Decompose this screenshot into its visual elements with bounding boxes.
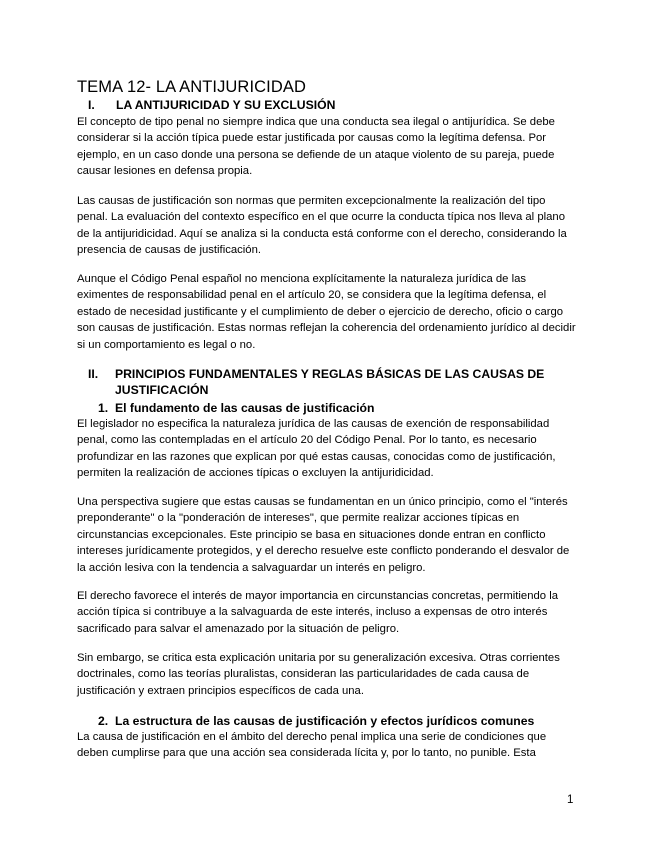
paragraph: El concepto de tipo penal no siempre indica que una conducta sea ilegal o antijurídica. Se debe considerar si la acción típica puede estar justificada por causas como la legítima defensa. Por ejemplo, en un caso donde una persona se defiende de un ataque violento de su pareja, puede causar lesiones en defensa propia. <box>77 116 555 178</box>
subsection-number: 1. <box>98 401 109 415</box>
section-1-heading <box>88 98 336 114</box>
page-title: TEMA 12- LA ANTIJURICIDAD <box>77 78 306 96</box>
subsection-title: La estructura de las causas de justificación y efectos jurídicos comunes <box>115 714 535 728</box>
subsection-number: 2. <box>98 714 109 728</box>
subsection-title: El fundamento de las causas de justificación <box>115 401 375 415</box>
section-title-line-1: PRINCIPIOS FUNDAMENTALES Y REGLAS BÁSICAS DE LAS CAUSAS DE <box>115 367 545 381</box>
subsection-2-heading <box>98 714 535 730</box>
section-number: II. <box>88 367 99 381</box>
section-2-heading <box>88 367 568 397</box>
paragraph: Aunque el Código Penal español no menciona explícitamente la naturaleza jurídica de las eximentes de responsabilidad penal en el artículo 20, se considera que la legítima defensa, el estado de necesidad justificante y el cumplimiento de deber o ejercicio de derecho, oficio o cargo son causas de justificación. Estas normas reflejan la coherencia del ordenamiento jurídico al decidir si un comportamiento es legal o no. <box>77 273 576 351</box>
paragraph: Las causas de justificación son normas que permiten excepcionalmente la realización del tipo penal. La evaluación del contexto específico en el que ocurre la conducta típica nos lleva al plano de la antijuridicidad. Aquí se analiza si la conducta está conforme con el derecho, considerando la presencia de causas de justificación. <box>77 195 567 257</box>
page-number: 1 <box>567 794 574 806</box>
section-number: I. <box>88 98 95 112</box>
section-title-line-2: JUSTIFICACIÓN <box>115 382 209 397</box>
paragraph: Sin embargo, se critica esta explicación unitaria por su generalización excesiva. Otras corrientes doctrinales, como las teorías pluralistas, consideran las particularidades de cada causa de justificación y extraen principios específicos de cada una. <box>77 652 560 697</box>
section-title: LA ANTIJURICIDAD Y SU EXCLUSIÓN <box>116 98 336 112</box>
paragraph: El legislador no especifica la naturaleza jurídica de las causas de exención de responsabilidad penal, como las contempladas en el artículo 20 del Código Penal. Por lo tanto, es necesario profundizar en las razones que explican por qué estas causas, conocidas como de justificación, permiten la realización de acciones típicas o excluyen la antijuridicidad. <box>77 418 556 480</box>
paragraph: El derecho favorece el interés de mayor importancia en circunstancias concretas, permitiendo la acción típica si contribuye a la salvaguarda de este interés, incluso a expensas de otro interés sacrificado para salvar el amenazado por la situación de peligro. <box>77 590 558 635</box>
paragraph: Una perspectiva sugiere que estas causas se fundamentan en un único principio, como el "interés preponderante" o la "ponderación de intereses", que permite realizar acciones típicas en circunstancias excepcionales. Este principio se basa en situaciones donde entran en conflicto intereses jurídicamente protegidos, y el derecho resuelve este conflicto ponderando el desvalor de la acción lesiva con la tendencia a salvaguardar un interés en peligro. <box>77 496 570 574</box>
subsection-1-heading <box>98 401 375 417</box>
paragraph: La causa de justificación en el ámbito del derecho penal implica una serie de condiciones que deben cumplirse para que una acción sea considerada lícita y, por lo tanto, no punible. Esta <box>77 731 547 760</box>
